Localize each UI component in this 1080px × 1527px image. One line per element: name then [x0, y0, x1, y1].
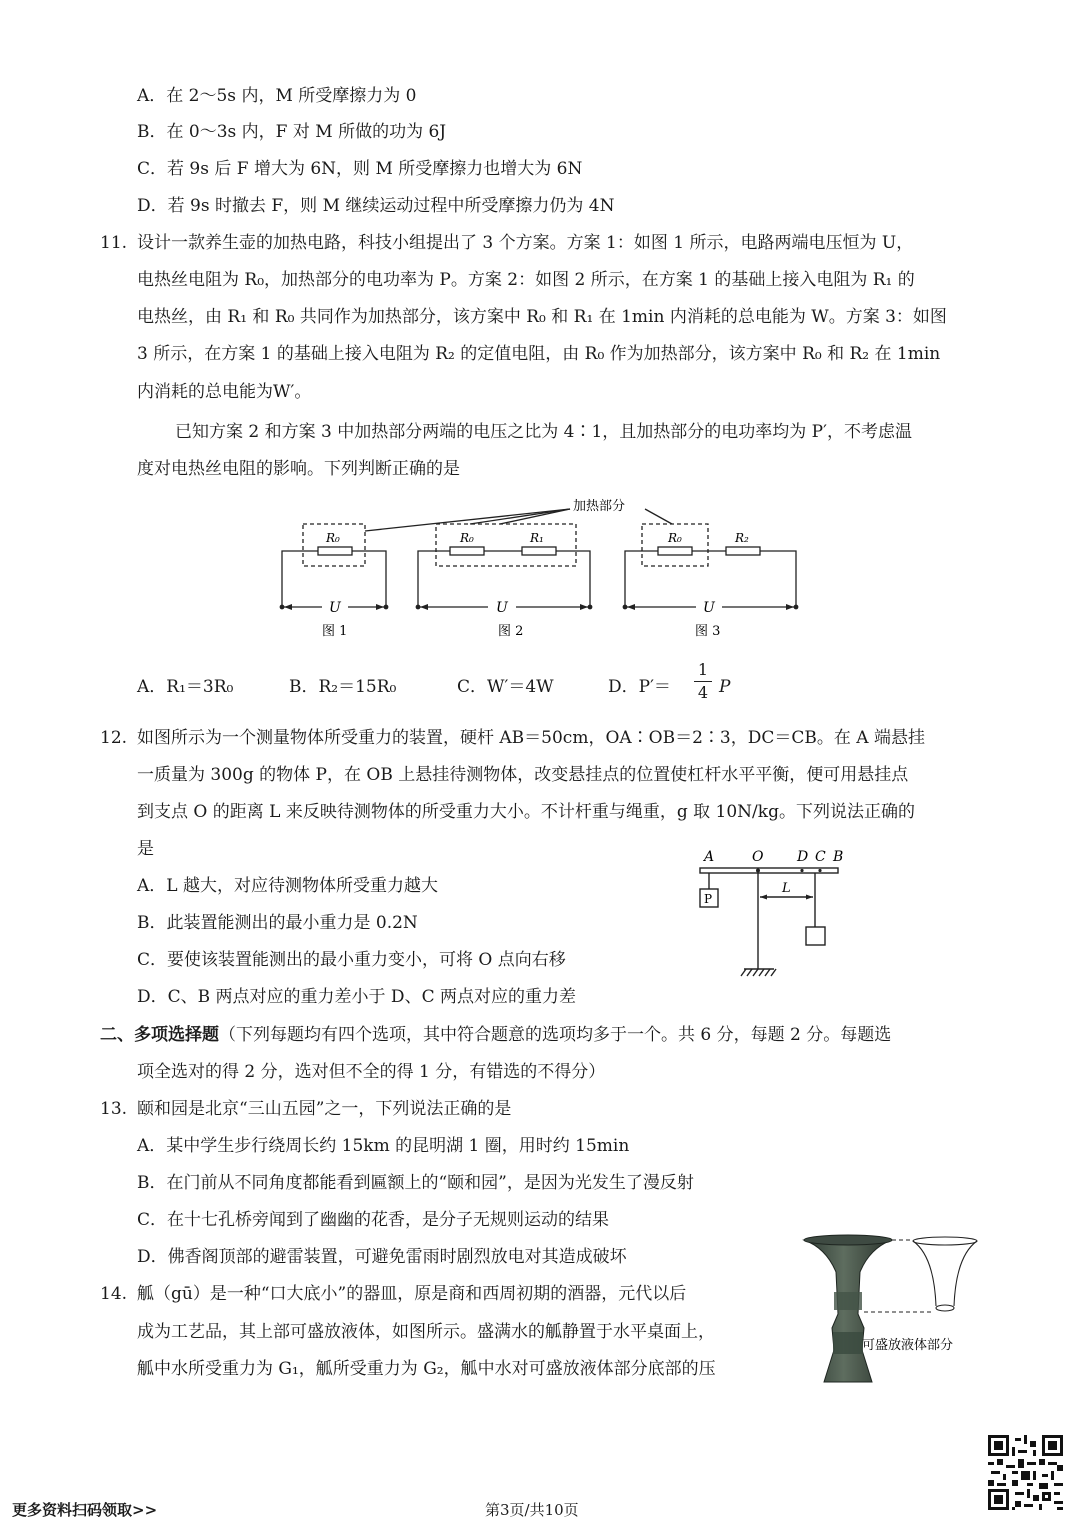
q11-stem2-line: 已知方案 2 和方案 3 中加热部分两端的电压之比为 4∶1，且加热部分的电功率均为 P′，不考虑温 [175, 422, 912, 442]
footer-scan-prompt: 更多资料扫码领取>> [12, 1501, 158, 1519]
section-2-instruction-line2: 项全选对的得 2 分，选对但不全的得 1 分，有错选的不得分） [137, 1062, 606, 1082]
q11-option-c: C．W′＝4W [457, 677, 554, 697]
distance-l-label: L [782, 881, 791, 896]
q10-option-a: A．在 2～5s 内，M 所受摩擦力为 0 [137, 86, 417, 106]
q11-stem-line: 3 所示，在方案 1 的基础上接入电阻为 R₂ 的定值电阻，由 R₀ 作为加热部分，该方案中 R₀ 和 R₂ 在 1min [137, 344, 941, 364]
q10-option-c: C．若 9s 后 F 增大为 6N，则 M 所受摩擦力也增大为 6N [137, 159, 583, 179]
fraction-numerator: 1 [697, 660, 709, 679]
q12-option-c: C．要使该装置能测出的最小重力变小，可将 O 点向右移 [137, 950, 566, 970]
u-label: U [496, 600, 508, 616]
q11-stem-line: 电热丝电阻为 R₀，加热部分的电功率为 P。方案 2：如图 2 所示，在方案 1 的基础上接入电阻为 R₁ 的 [137, 270, 915, 290]
liquid-part-label: 可盛放液体部分 [862, 1338, 954, 1353]
figure-2-caption: 图 2 [498, 624, 524, 639]
q13-option-b: B．在门前从不同角度都能看到匾额上的“颐和园”，是因为光发生了漫反射 [137, 1173, 694, 1193]
q12-option-b: B．此装置能测出的最小重力是 0.2N [137, 913, 418, 933]
q11-option-d-suffix: P [719, 677, 731, 697]
figure-3-caption: 图 3 [695, 624, 721, 639]
q14-vessel-figure [800, 1232, 990, 1397]
q13-option-d: D．佛香阁顶部的避雷装置，可避免雷雨时剧烈放电对其造成破坏 [137, 1247, 627, 1267]
figure-1-caption: 图 1 [322, 624, 348, 639]
object-p-label: P [704, 892, 713, 906]
page-number: 第3页/共10页 [485, 1501, 579, 1519]
q11-option-b: B．R₂＝15R₀ [289, 677, 397, 697]
lever-point-a: A [704, 849, 715, 865]
u-label: U [703, 600, 715, 616]
q14-stem-line: 觚中水所受重力为 G₁，觚所受重力为 G₂，觚中水对可盛放液体部分底部的压 [137, 1359, 716, 1379]
q12-option-d: D．C、B 两点对应的重力差小于 D、C 两点对应的重力差 [137, 987, 576, 1007]
q11-stem-line: 内消耗的总电能为W′。 [137, 382, 312, 402]
fraction [692, 660, 714, 703]
section-2-title: 二、多项选择题 [100, 1025, 219, 1045]
fraction-denominator: 4 [697, 683, 709, 702]
q11-stem-line: 设计一款养生壶的加热电路，科技小组提出了 3 个方案。方案 1：如图 1 所示，电路两端电压恒为 U， [137, 233, 914, 253]
u-label: U [329, 600, 341, 616]
lever-point-o: O [752, 849, 764, 865]
q12-stem-line: 一质量为 300g 的物体 P，在 OB 上悬挂待测物体，改变悬挂点的位置使杠杆水平平衡，便可用悬挂点 [137, 765, 909, 785]
qr-code-pattern [988, 1435, 1063, 1510]
q10-option-d: D．若 9s 时撤去 F，则 M 继续运动过程中所受摩擦力仍为 4N [137, 196, 615, 216]
q13-option-c: C．在十七孔桥旁闻到了幽幽的花香，是分子无规则运动的结果 [137, 1210, 610, 1230]
q11-circuit-figure [270, 490, 810, 650]
q14-stem-line: 觚（gū）是一种“口大底小”的器皿，原是商和西周初期的酒器，元代以后 [137, 1284, 687, 1304]
r0-label: R₀ [460, 531, 474, 545]
q10-option-b: B．在 0～3s 内，F 对 M 所做的功为 6J [137, 122, 447, 142]
q12-number: 12. [100, 728, 128, 748]
section-2-header [100, 1024, 891, 1046]
section-2-instruction: （下列每题均有四个选项，其中符合题意的选项均多于一个。共 6 分，每题 2 分。每题选 [219, 1025, 892, 1045]
q12-lever-figure [690, 845, 860, 985]
q11-stem2-line: 度对电热丝电阻的影响。下列判断正确的是 [137, 459, 460, 479]
lever-point-c: C [815, 849, 826, 865]
r0-label: R₀ [668, 531, 682, 545]
q11-number: 11. [100, 233, 128, 253]
q12-option-a: A．L 越大，对应待测物体所受重力越大 [137, 876, 438, 896]
r1-label: R₁ [530, 531, 544, 545]
q11-option-d: D．P′＝ [608, 677, 671, 697]
heating-part-label: 加热部分 [573, 499, 626, 514]
r0-label: R₀ [326, 531, 340, 545]
q13-number: 13. [100, 1099, 128, 1119]
q12-stem-line: 如图所示为一个测量物体所受重力的装置，硬杆 AB＝50cm，OA∶OB＝2∶3，DC＝CB。在 A 端悬挂 [137, 728, 925, 748]
r2-label: R₂ [735, 531, 749, 545]
q11-option-a: A．R₁＝3R₀ [137, 677, 234, 697]
q13-stem: 颐和园是北京“三山五园”之一，下列说法正确的是 [137, 1099, 512, 1119]
q13-option-a: A．某中学生步行绕周长约 15km 的昆明湖 1 圈，用时约 15min [137, 1136, 630, 1156]
q14-number: 14. [100, 1284, 128, 1304]
fraction-bar [694, 681, 712, 682]
qr-code [988, 1435, 1063, 1510]
q12-stem-line: 到支点 O 的距离 L 来反映待测物体的所受重力大小。不计杆重与绳重，g 取 10N/kg。下列说法正确的 [137, 802, 915, 822]
q12-stem-line: 是 [137, 839, 154, 859]
q14-stem-line: 成为工艺品，其上部可盛放液体，如图所示。盛满水的觚静置于水平桌面上， [137, 1322, 715, 1342]
lever-point-b: B [833, 849, 844, 865]
lever-point-d: D [797, 849, 809, 865]
q11-stem-line: 电热丝，由 R₁ 和 R₀ 共同作为加热部分，该方案中 R₀ 和 R₁ 在 1min 内消耗的总电能为 W。方案 3：如图 [137, 307, 947, 327]
